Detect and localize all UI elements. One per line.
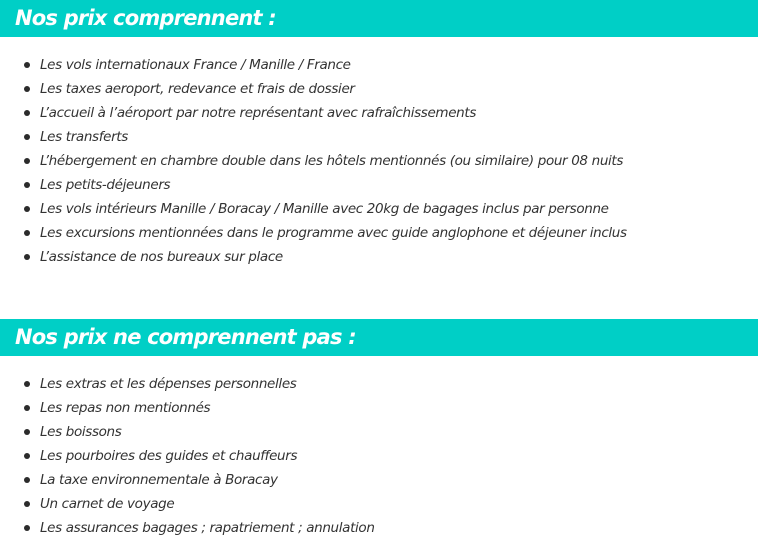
list-item-text: Un carnet de voyage bbox=[40, 496, 175, 512]
excluded-list bbox=[0, 372, 758, 540]
list-item-text: Les petits-déjeuners bbox=[40, 177, 171, 193]
bullet-icon bbox=[24, 453, 30, 459]
bullet-icon bbox=[24, 134, 30, 140]
list-item-text: Les boissons bbox=[40, 424, 122, 440]
list-item bbox=[0, 125, 758, 149]
list-item bbox=[0, 221, 758, 245]
bullet-icon bbox=[24, 158, 30, 164]
list-item-text: Les vols intérieurs Manille / Boracay / Manille avec 20kg de bagages inclus par personne bbox=[40, 201, 609, 217]
bullet-icon bbox=[24, 230, 30, 236]
excluded-section-heading: Nos prix ne comprennent pas : bbox=[0, 319, 758, 356]
list-item-text: L’hébergement en chambre double dans les hôtels mentionnés (ou similaire) pour 08 nuits bbox=[40, 153, 624, 169]
list-item-text: Les taxes aeroport, redevance et frais de dossier bbox=[40, 81, 355, 97]
bullet-icon bbox=[24, 254, 30, 260]
list-item-text: Les vols internationaux France / Manille / France bbox=[40, 57, 351, 73]
list-item bbox=[0, 77, 758, 101]
list-item bbox=[0, 420, 758, 444]
bullet-icon bbox=[24, 381, 30, 387]
list-item-text: Les transferts bbox=[40, 129, 128, 145]
bullet-icon bbox=[24, 110, 30, 116]
bullet-icon bbox=[24, 206, 30, 212]
bullet-icon bbox=[24, 501, 30, 507]
list-item bbox=[0, 245, 758, 269]
list-item-text: L’accueil à l’aéroport par notre représentant avec rafraîchissements bbox=[40, 105, 477, 121]
list-item bbox=[0, 372, 758, 396]
list-item-text: La taxe environnementale à Boracay bbox=[40, 472, 278, 488]
list-item bbox=[0, 492, 758, 516]
bullet-icon bbox=[24, 525, 30, 531]
bullet-icon bbox=[24, 405, 30, 411]
list-item bbox=[0, 101, 758, 125]
list-item bbox=[0, 173, 758, 197]
included-section-heading: Nos prix comprennent : bbox=[0, 0, 758, 37]
list-item bbox=[0, 516, 758, 540]
list-item bbox=[0, 53, 758, 77]
included-list bbox=[0, 53, 758, 269]
list-item-text: Les extras et les dépenses personnelles bbox=[40, 376, 297, 392]
list-item-text: Les excursions mentionnées dans le programme avec guide anglophone et déjeuner inclus bbox=[40, 225, 627, 241]
list-item bbox=[0, 197, 758, 221]
list-item-text: Les repas non mentionnés bbox=[40, 400, 211, 416]
list-item-text: Les assurances bagages ; rapatriement ; annulation bbox=[40, 520, 375, 536]
list-item bbox=[0, 149, 758, 173]
list-item bbox=[0, 468, 758, 492]
bullet-icon bbox=[24, 182, 30, 188]
bullet-icon bbox=[24, 429, 30, 435]
bullet-icon bbox=[24, 477, 30, 483]
list-item bbox=[0, 444, 758, 468]
list-item bbox=[0, 396, 758, 420]
list-item-text: L’assistance de nos bureaux sur place bbox=[40, 249, 283, 265]
list-item-text: Les pourboires des guides et chauffeurs bbox=[40, 448, 298, 464]
bullet-icon bbox=[24, 86, 30, 92]
bullet-icon bbox=[24, 62, 30, 68]
